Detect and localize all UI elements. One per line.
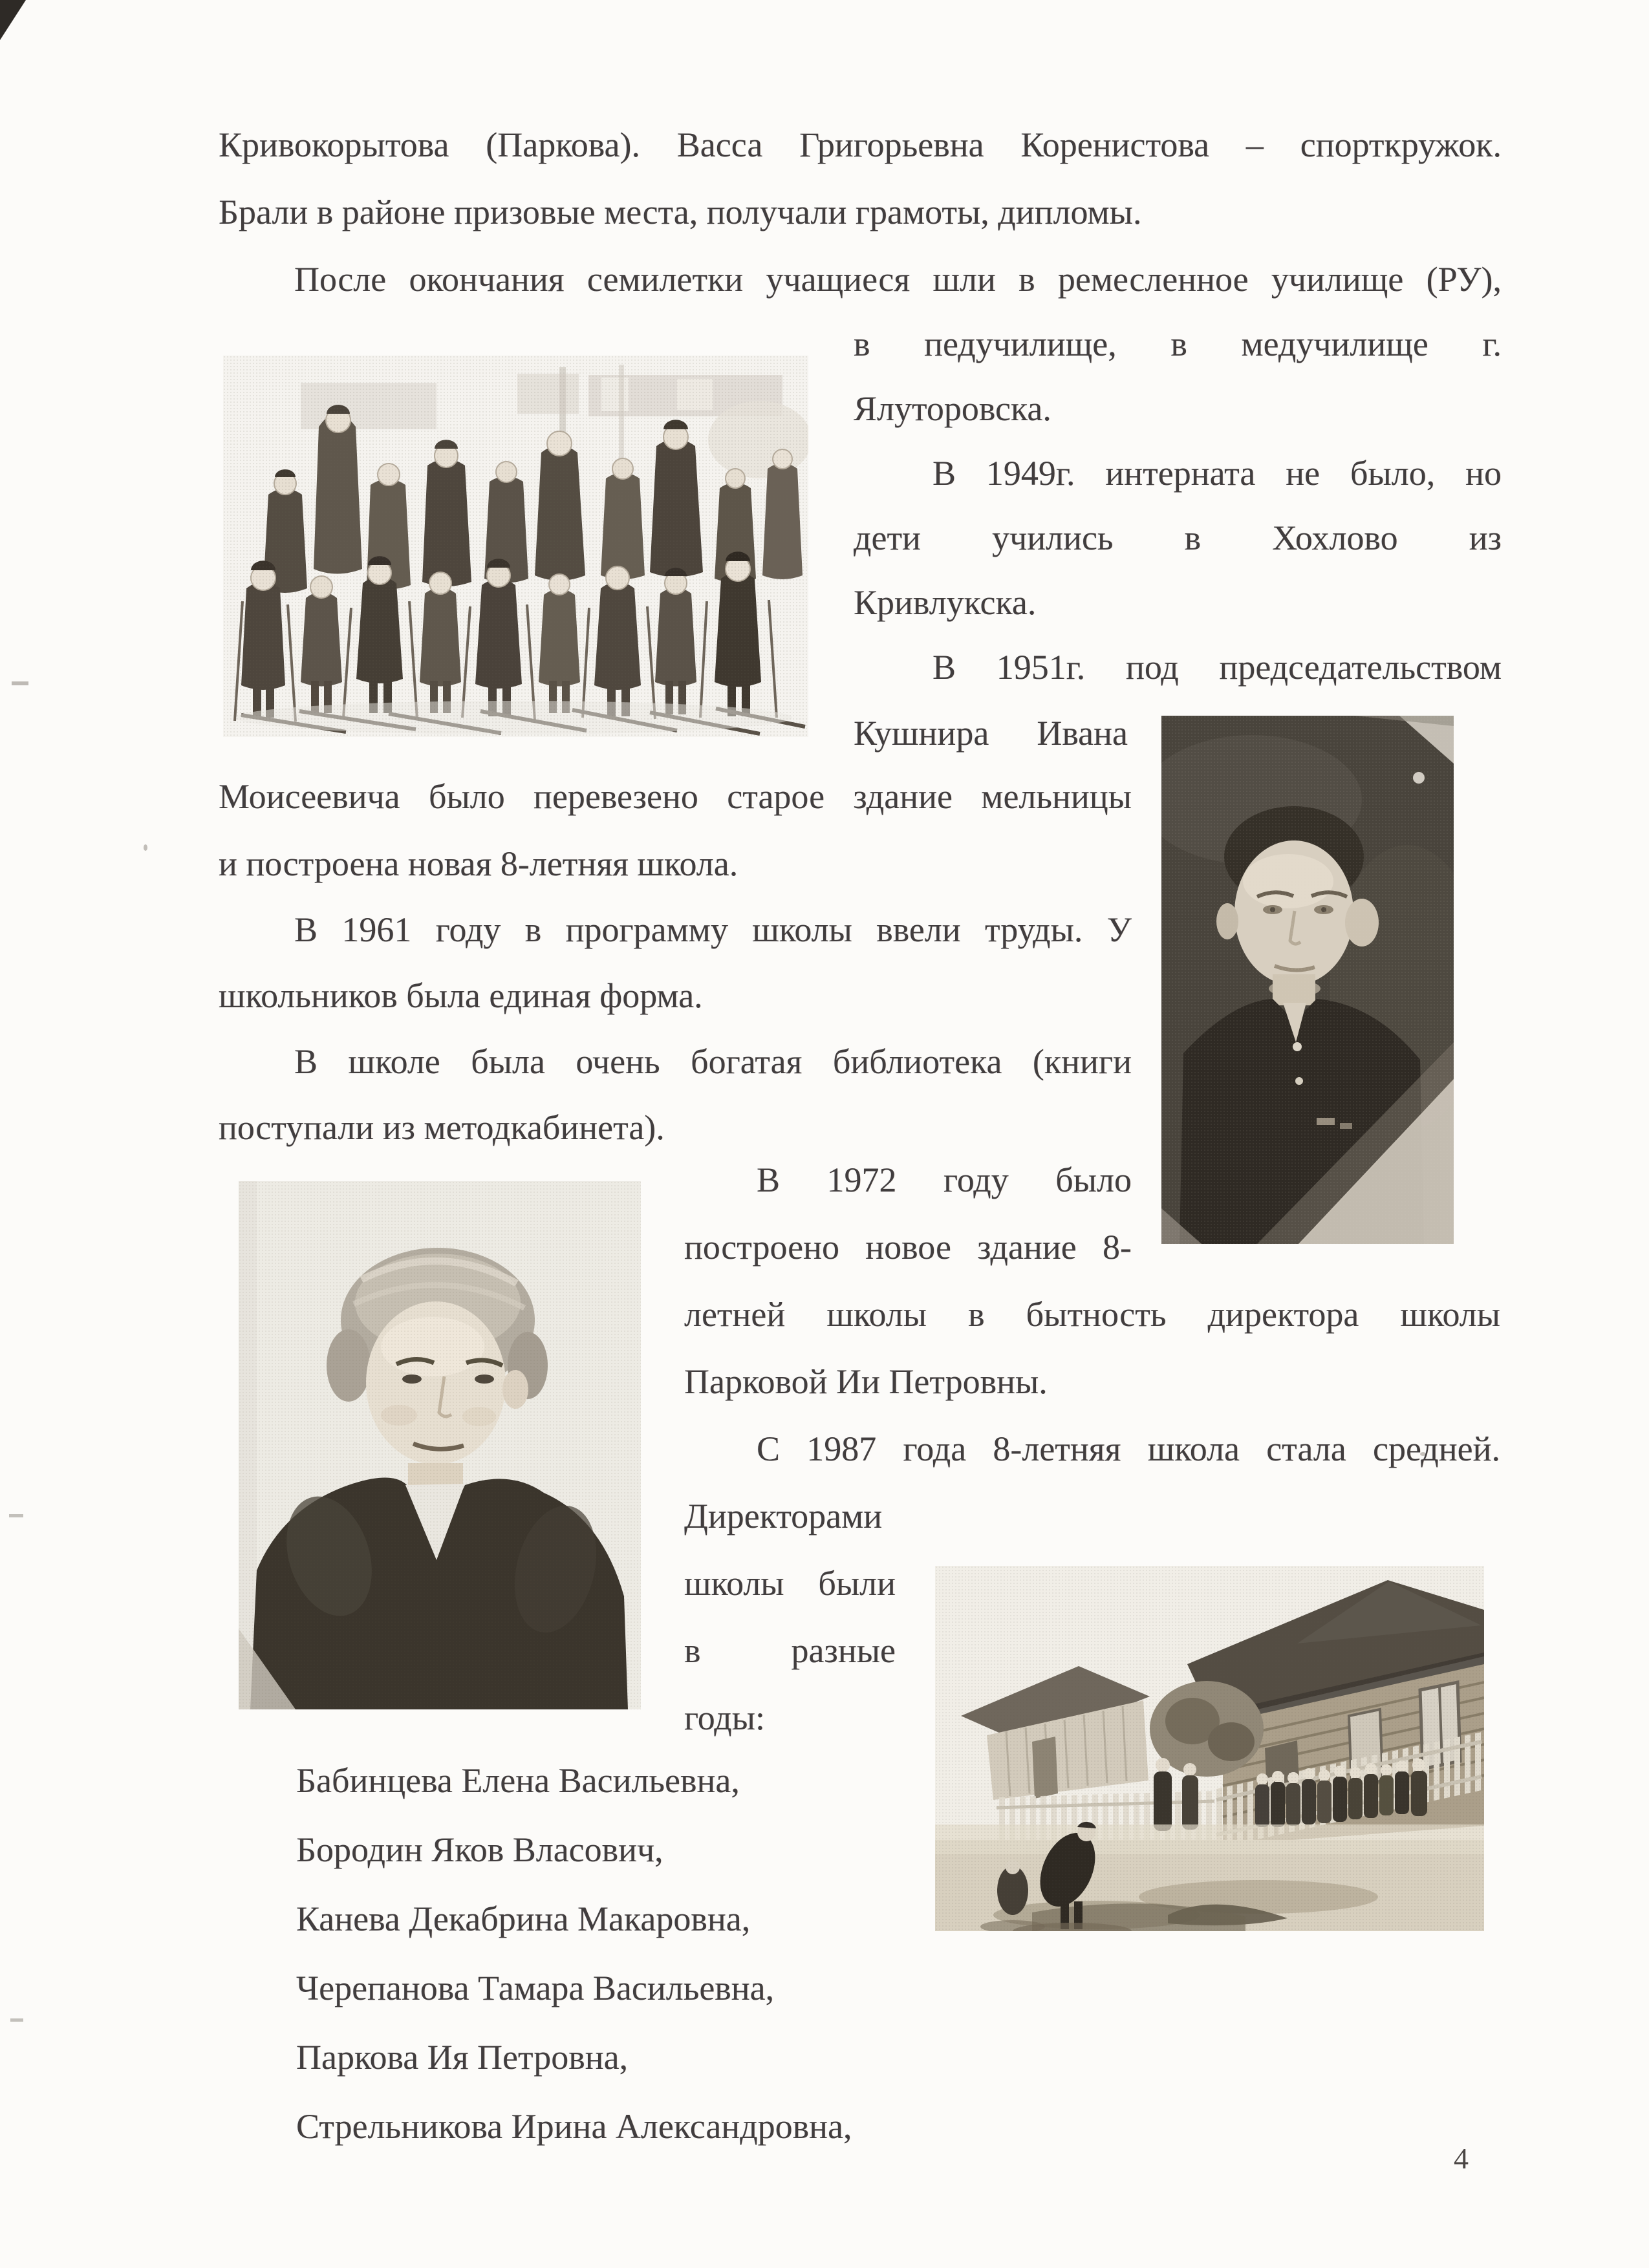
text-line: построено новое здание 8- [684,1228,1132,1267]
text-line: Кушнира Ивана [854,714,1128,753]
woman-portrait-photo [239,1181,641,1709]
text-line: Директорами [684,1497,883,1535]
text-line: В школе была очень богатая библиотека (книги [294,1042,1132,1081]
text-line: Кривокорытова (Паркова). Васса Григорьевна Коренистова – спорткружок. [219,125,1502,164]
scan-dash-artifact [9,1514,23,1517]
list-item: Бородин Яков Власович, [296,1830,663,1869]
list-item: Паркова Ия Петровна, [296,2038,629,2077]
scan-corner-artifact [0,0,26,40]
school-building-photo [935,1566,1484,1931]
scan-dash-artifact [12,681,28,685]
scan-speck-artifact [144,844,147,851]
text-line: В 1949г. интерната не было, но [932,454,1502,493]
text-line: и построена новая 8-летняя школа. [219,844,738,883]
list-item: Черепанова Тамара Васильевна, [296,1969,775,2007]
text-line: в педучилище, в медучилище г. [854,325,1502,363]
text-line: поступали из методкабинета). [219,1108,665,1147]
text-line: школьников была единая форма. [219,976,703,1015]
text-line: Брали в районе призовые места, получали грамоты, дипломы. [219,193,1142,231]
list-item: Канева Декабрина Макаровна, [296,1899,751,1938]
text-line: В 1961 году в программу школы ввели труды. У [294,910,1132,949]
text-line: Моисеевича было перевезено старое здание мельницы [219,777,1132,816]
text-line: школы были [684,1564,896,1603]
page-number: 4 [1454,2142,1469,2175]
text-line: После окончания семилетки учащиеся шли в ремесленное училище (РУ), [294,260,1502,299]
text-line: в разные [684,1631,896,1670]
text-line: Парковой Ии Петровны. [684,1362,1048,1401]
text-line: Ялуторовска. [854,389,1051,428]
text-line: В 1951г. под председательством [932,648,1502,687]
list-item: Стрельникова Ирина Александровна, [296,2107,852,2146]
man-portrait-photo [1161,716,1454,1244]
text-line: дети учились в Хохлово из [854,519,1502,557]
list-item: Бабинцева Елена Васильевна, [296,1761,740,1800]
scan-dash-artifact [10,2018,23,2022]
text-line: годы: [684,1698,766,1737]
text-line: В 1972 году было [757,1161,1132,1199]
text-line: С 1987 года 8-летняя школа стала средней. [757,1429,1500,1468]
ski-group-photo [223,356,808,737]
text-line: Кривлукска. [854,583,1037,622]
text-line: летней школы в бытность директора школы [684,1295,1500,1334]
